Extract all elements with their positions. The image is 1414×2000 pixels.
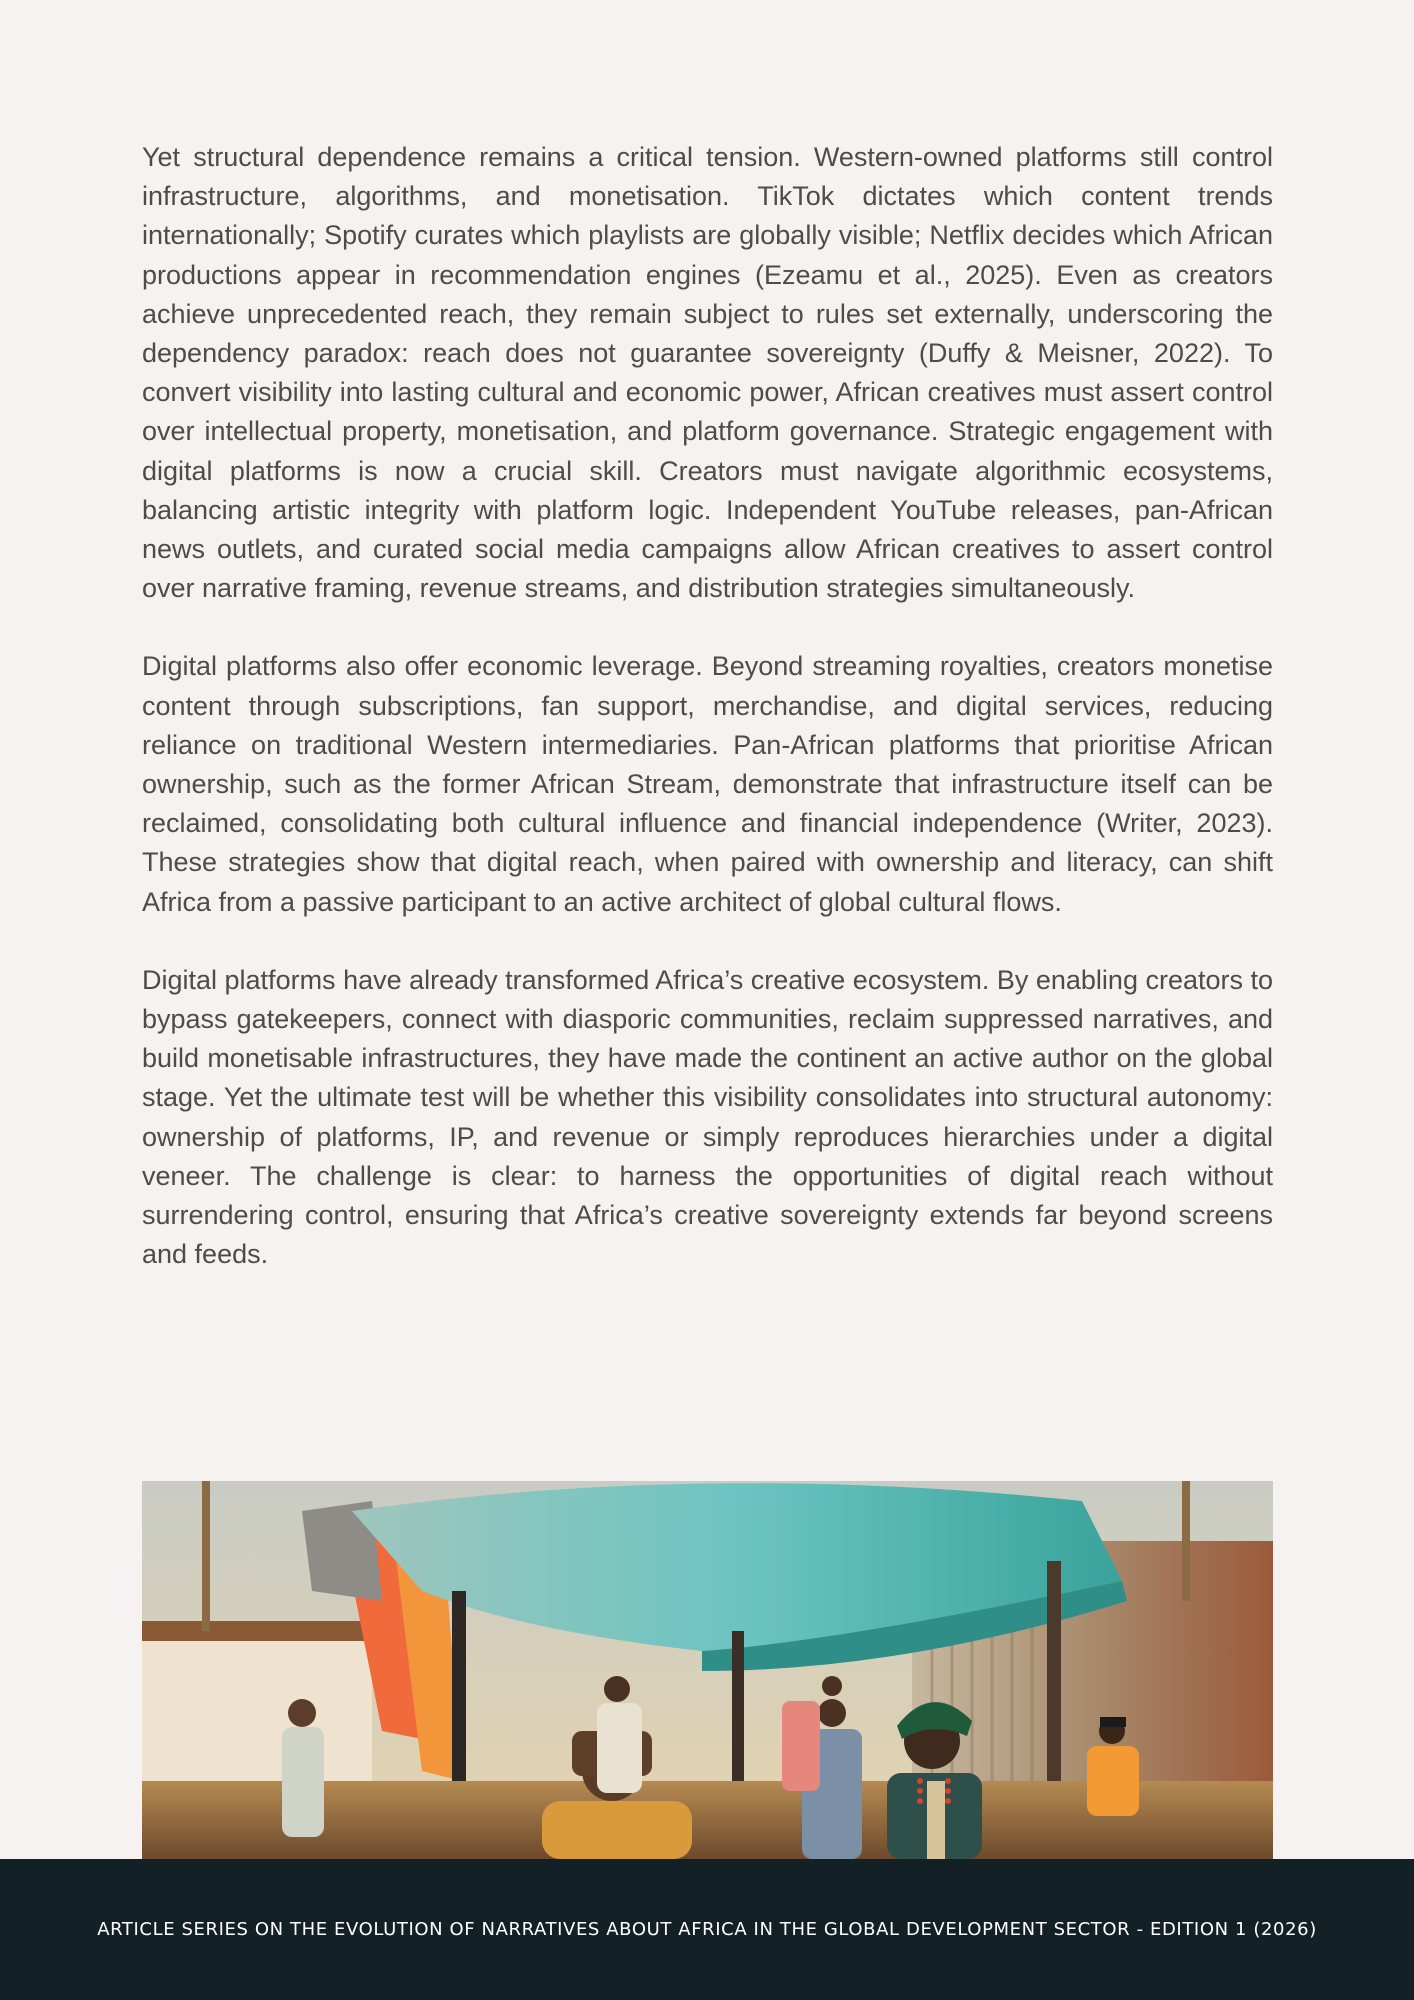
article-paragraph: Digital platforms have already transformed Africa’s creative ecosystem. By enabling creators to bypass gatekeepers, connect with diasporic communities, reclaim suppressed narratives, and build monetisable infrastructures, they have made the continent an active author on the global stage. Yet the ultimate test will be whether this visibility consolidates into structural autonomy: ownership of platforms, IP, and revenue or simply reproduces hierarchies under a digital veneer. The challenge is clear: to harness the opportunities of digital reach without surrendering control, ensuring that Africa’s creative sovereignty extends far beyond screens and feeds.: [142, 964, 1274, 1270]
market-photo: [142, 1481, 1273, 1859]
article-paragraph: Digital platforms also offer economic leverage. Beyond streaming royalties, creators monetise content through subscriptions, fan support, merchandise, and digital services, reducing reliance on traditional Western intermediaries. Pan-African platforms that prioritise African ownership, such as the former African Stream, demonstrate that infrastructure itself can be reclaimed, consolidating both cultural influence and financial independence (Writer, 2023). These strategies show that digital reach, when paired with ownership and literacy, can shift Africa from a passive participant to an active architect of global cultural flows.: [142, 651, 1273, 917]
article-paragraph: Yet structural dependence remains a critical tension. Western-owned platforms still control infrastructure, algorithms, and monetisation. TikTok dictates which content trends internationally; Spotify curates which playlists are globally visible; Netflix decides which African productions appear in recommendation engines (Ezeamu et al., 2025). Even as creators achieve unprecedented reach, they remain subject to rules set externally, underscoring the dependency paradox: reach does not guarantee sovereignty (Duffy & Meisner, 2022). To convert visibility into lasting cultural and economic power, African creatives must assert control over intellectual property, monetisation, and platform governance. Strategic engagement with digital platforms is now a crucial skill. Creators must navigate algorithmic ecosystems, balancing artistic integrity with platform logic. Independent YouTube releases, pan-African news outlets, and curated social media campaigns allow African creatives to assert control over narrative framing, revenue streams, and distribution strategies simultaneously.: [142, 142, 1273, 604]
footer-series-caption: ARTICLE SERIES ON THE EVOLUTION OF NARRATIVES ABOUT AFRICA IN THE GLOBAL DEVELOPMENT SECTOR - EDITION 1 (2026): [97, 1919, 1317, 1940]
page-footer: [0, 1859, 1414, 2000]
article-body: [142, 138, 1273, 1313]
market-scene-image: [142, 1481, 1273, 1859]
